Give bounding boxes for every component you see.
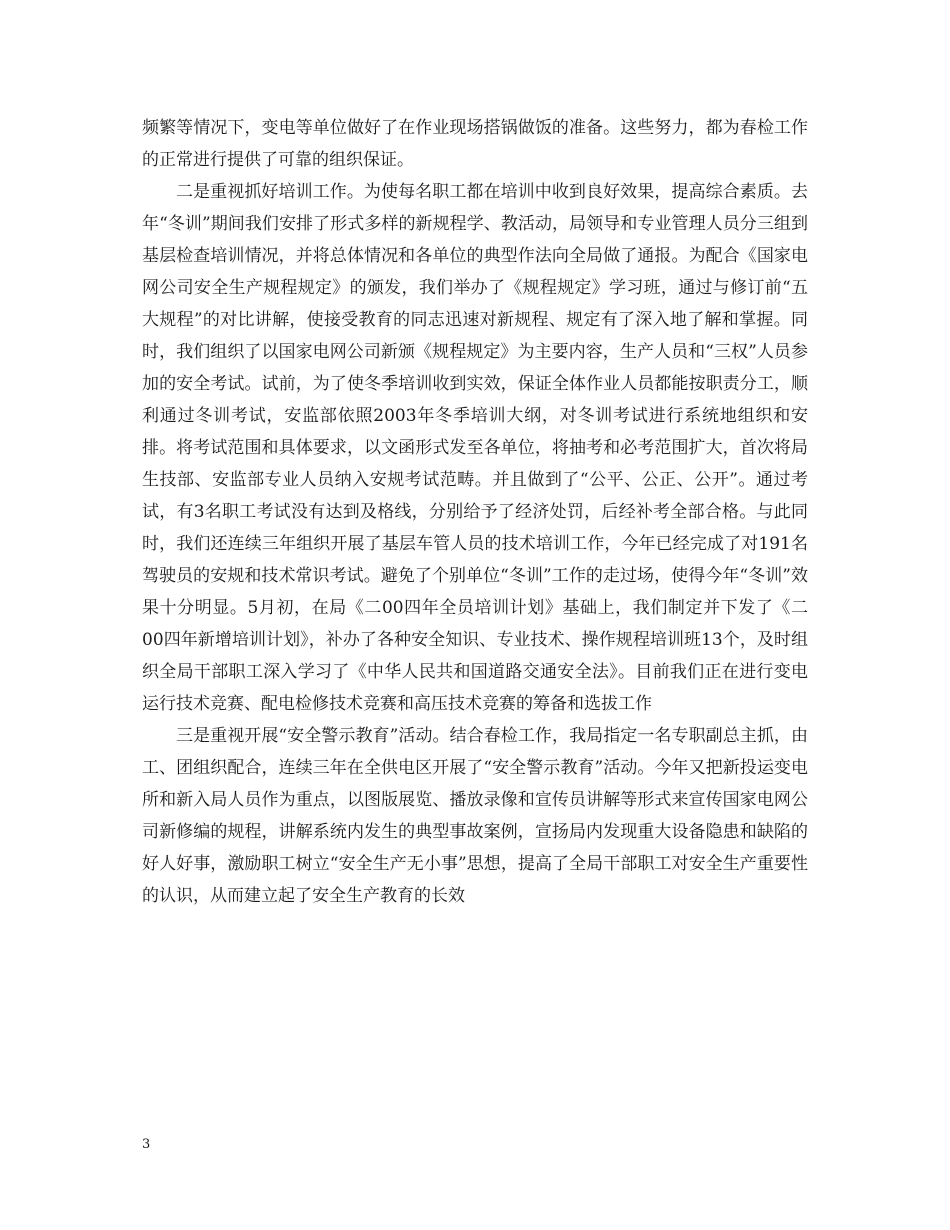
document-body (142, 112, 808, 912)
paragraph-continuation: 频繁等情况下，变电等单位做好了在作业现场搭锅做饭的准备。这些努力，都为春检工作的正常进行提供了可靠的组织保证。 (142, 118, 808, 170)
paragraph-safety-education: 三是重视开展“安全警示教育”活动。结合春检工作，我局指定一名专职副总主抓，由工、团组织配合，连续三年在全供电区开展了“安全警示教育”活动。今年又把新投运变电所和新入局人员作为重点，以图版展览、播放录像和宣传员讲解等形式来宣传国家电网公司新修编的规程，讲解系统内发生的典型事故案例，宣扬局内发现重大设备隐患和缺陷的好人好事，激励职工树立“安全生产无小事”思想，提高了全局干部职工对安全生产重要性的认识，从而建立起了安全生产教育的长效 (142, 726, 808, 906)
paragraph-training: 二是重视抓好培训工作。为使每名职工都在培训中收到良好效果，提高综合素质。去年“冬训”期间我们安排了形式多样的新规程学、教活动，局领导和专业管理人员分三组到基层检查培训情况，并将总体情况和各单位的典型作法向全局做了通报。为配合《国家电网公司安全生产规程规定》的颁发，我们举办了《规程规定》学习班，通过与修订前“五大规程”的对比讲解，使接受教育的同志迅速对新规程、规定有了深入地了解和掌握。同时，我们组织了以国家电网公司新颁《规程规定》为主要内容，生产人员和“三权”人员参加的安全考试。试前，为了使冬季培训收到实效，保证全体作业人员都能按职责分工，顺利通过冬训考试，安监部依照2003年冬季培训大纲，对冬训考试进行系统地组织和安排。将考试范围和具体要求，以文函形式发至各单位，将抽考和必考范围扩大，首次将局生技部、安监部专业人员纳入安规考试范畴。并且做到了“公平、公正、公开”。通过考试，有3名职工考试没有达到及格线，分别给予了经济处罚，后经补考全部合格。与此同时，我们还连续三年组织开展了基层车管人员的技术培训工作，今年已经完成了对191名驾驶员的安规和技术常识考试。避免了个别单位“冬训”工作的走过场，使得今年“冬训”效果十分明显。5月初，在局《二00四年全员培训计划》基础上，我们制定并下发了《二00四年新增培训计划》，补办了各种安全知识、专业技术、操作规程培训班13个，及时组织全局干部职工深入学习了《中华人民共和国道路交通安全法》。目前我们正在进行变电运行技术竞赛、配电检修技术竞赛和高压技术竞赛的筹备和选拔工作 (142, 182, 808, 714)
page-number: 3 (142, 1137, 151, 1152)
